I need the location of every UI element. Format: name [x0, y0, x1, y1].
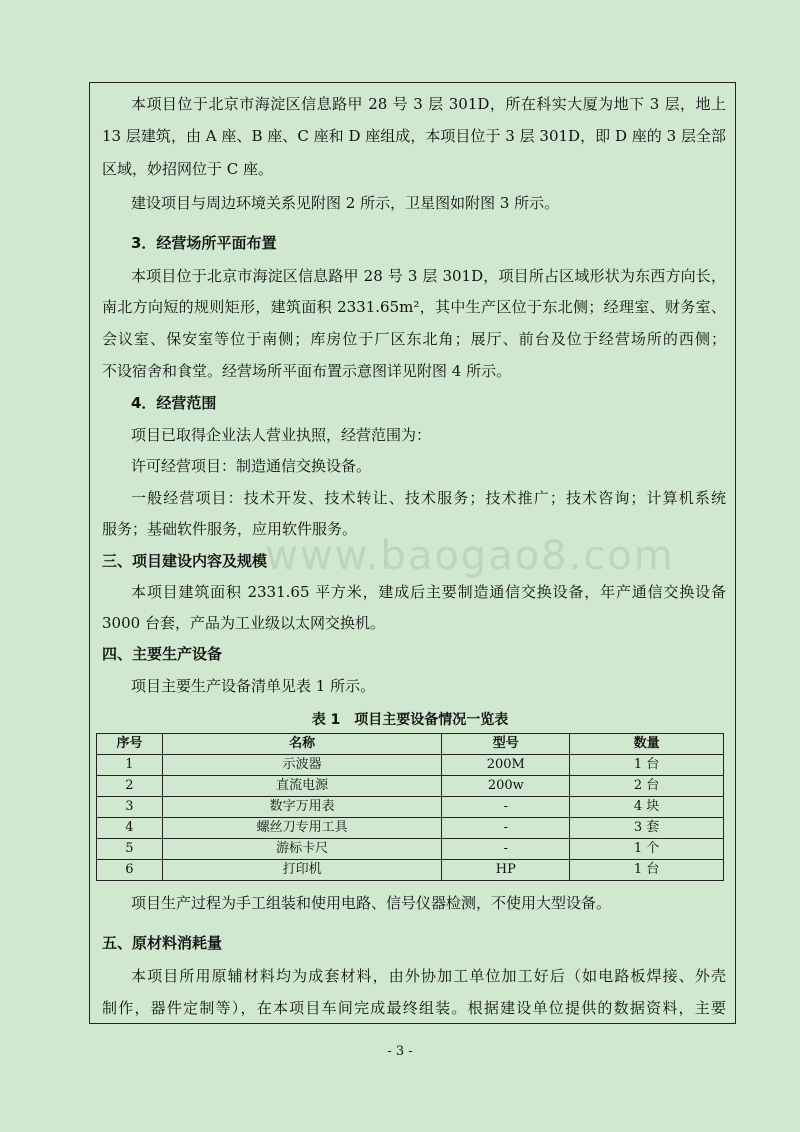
table-row	[97, 755, 724, 776]
construction-line-1: 本项目建筑面积 2331.65 平方米，建成后主要制造通信交换设备，年产通信交换设备	[131, 583, 726, 601]
page-number: - 3 -	[387, 1044, 413, 1059]
materials-line-1: 本项目所用原辅材料均为成套材料，由外协加工单位加工好后（如电路板焊接、外壳	[131, 967, 726, 985]
cell-name: 螺丝刀专用工具	[162, 818, 442, 839]
cell-model: HP	[442, 860, 570, 881]
col-header-model: 型号	[442, 734, 570, 755]
col-header-quantity: 数量	[570, 734, 724, 755]
table-row	[97, 839, 724, 860]
scope-intro: 项目已取得企业法人营业执照，经营范围为：	[131, 426, 432, 444]
cell-model: 200M	[442, 755, 570, 776]
construction-line-2: 3000 台套，产品为工业级以太网交换机。	[102, 614, 385, 632]
cell-index: 6	[97, 860, 163, 881]
cell-name: 示波器	[162, 755, 442, 776]
cell-index: 2	[97, 776, 163, 797]
scope-licensed: 许可经营项目：制造通信交换设备。	[131, 457, 372, 475]
equipment-note: 项目生产过程为手工组装和使用电路、信号仪器检测，不使用大型设备。	[131, 894, 612, 912]
layout-line-1: 本项目位于北京市海淀区信息路甲 28 号 3 层 301D，项目所占区域形状为东西方向长，	[131, 267, 726, 285]
table-row	[97, 797, 724, 818]
table-row	[97, 818, 724, 839]
materials-heading: 五、原材料消耗量	[102, 934, 223, 952]
table-header-row	[97, 734, 724, 755]
scope-heading: 4．经营范围	[131, 394, 217, 412]
cell-index: 5	[97, 839, 163, 860]
location-line-3: 区域，妙招网位于 C 座。	[102, 160, 274, 178]
cell-index: 1	[97, 755, 163, 776]
layout-line-3: 会议室、保安室等位于南侧；库房位于厂区东北角；展厅、前台及位于经营场所的西侧；	[102, 330, 726, 348]
cell-name: 数字万用表	[162, 797, 442, 818]
layout-line-4: 不设宿舍和食堂。经营场所平面布置示意图详见附图 4 所示。	[102, 362, 512, 380]
cell-name: 游标卡尺	[162, 839, 442, 860]
layout-line-2: 南北方向短的规则矩形，建筑面积 2331.65m²，其中生产区位于东北侧；经理室、财务室、	[102, 298, 726, 316]
cell-quantity: 2 台	[570, 776, 724, 797]
scope-general-line-2: 服务；基础软件服务，应用软件服务。	[102, 520, 358, 538]
cell-index: 4	[97, 818, 163, 839]
cell-model: -	[442, 818, 570, 839]
cell-quantity: 1 个	[570, 839, 724, 860]
cell-model: -	[442, 797, 570, 818]
location-line-1: 本项目位于北京市海淀区信息路甲 28 号 3 层 301D，所在科实大厦为地下 3 层，地上	[131, 95, 726, 113]
watermark: www.baogao8.com	[265, 533, 675, 579]
cell-model: -	[442, 839, 570, 860]
cell-quantity: 1 台	[570, 755, 724, 776]
equipment-heading: 四、主要生产设备	[102, 645, 223, 663]
cell-name: 直流电源	[162, 776, 442, 797]
table-row	[97, 776, 724, 797]
layout-heading: 3．经营场所平面布置	[131, 234, 277, 252]
cell-quantity: 1 台	[570, 860, 724, 881]
col-header-index: 序号	[97, 734, 163, 755]
table-caption: 表 1 项目主要设备情况一览表	[311, 712, 509, 728]
cell-model: 200w	[442, 776, 570, 797]
materials-line-2: 制作，器件定制等），在本项目车间完成最终组装。根据建设单位提供的数据资料，主要	[102, 999, 726, 1017]
table-row	[97, 860, 724, 881]
col-header-name: 名称	[162, 734, 442, 755]
cell-quantity: 3 套	[570, 818, 724, 839]
location-surroundings: 建设项目与周边环境关系见附图 2 所示，卫星图如附图 3 所示。	[131, 194, 560, 212]
cell-index: 3	[97, 797, 163, 818]
cell-name: 打印机	[162, 860, 442, 881]
cell-quantity: 4 块	[570, 797, 724, 818]
equipment-intro: 项目主要生产设备清单见表 1 所示。	[131, 677, 376, 695]
construction-heading: 三、项目建设内容及规模	[102, 552, 268, 570]
scope-general-line-1: 一般经营项目：技术开发、技术转让、技术服务；技术推广；技术咨询；计算机系统	[131, 489, 726, 507]
equipment-table	[96, 733, 724, 881]
location-line-2: 13 层建筑，由 A 座、B 座、C 座和 D 座组成，本项目位于 3 层 301D，即 D 座的 3 层全部	[102, 127, 726, 145]
